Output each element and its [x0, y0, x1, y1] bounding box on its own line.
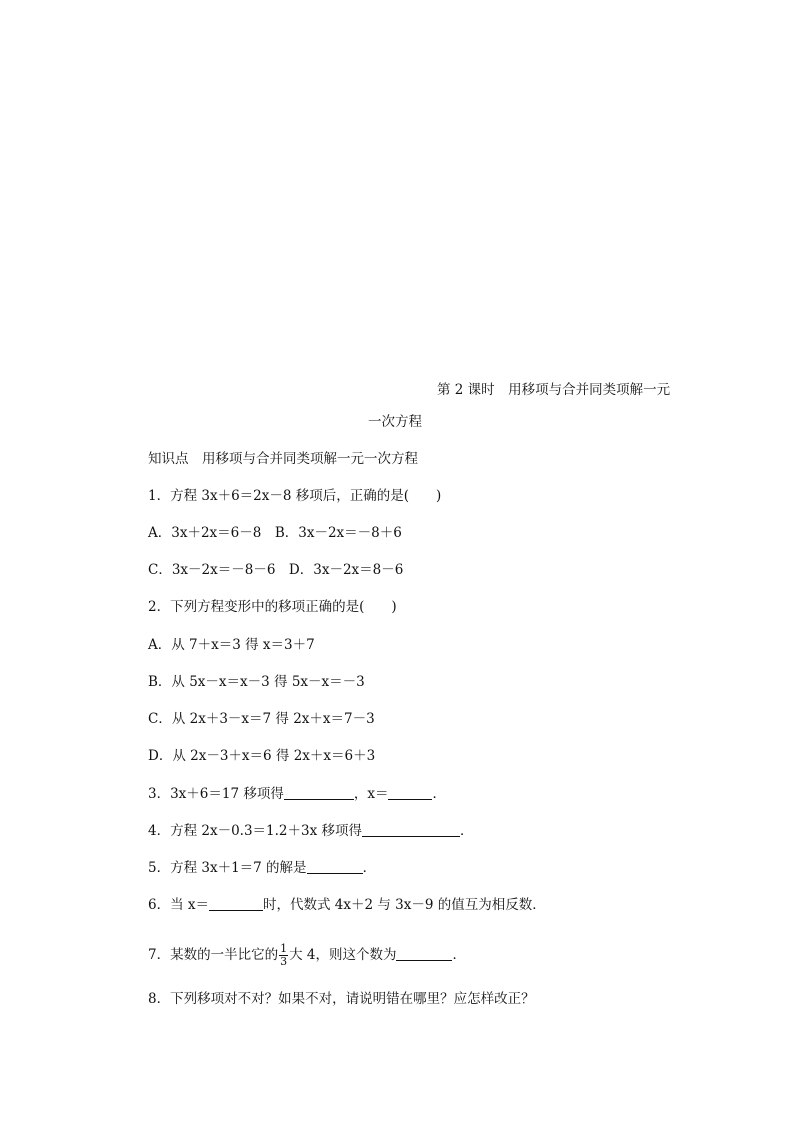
question-1-options-ab: A．3x＋2x＝6－8 B．3x－2x＝－8＋6 [148, 525, 402, 541]
question-1-stem: 1．方程 3x＋6＝2x－8 移项后，正确的是( ) [148, 488, 442, 504]
question-4-text: 4．方程 2x－0.3＝1.2＋3x 移项得 [148, 823, 363, 839]
question-2-option-a: A．从 7＋x＝3 得 x＝3＋7 [148, 637, 315, 653]
question-6-text: 6．当 x＝ [148, 897, 209, 913]
question-6-post: 时，代数式 4x＋2 与 3x－9 的值互为相反数． [263, 897, 546, 913]
question-3-end: ． [432, 786, 446, 802]
question-1-options-cd: C．3x－2x＝－8－6 D．3x－2x＝8－6 [148, 562, 404, 578]
question-8-stem: 8．下列移项对不对？如果不对，请说明错在哪里？应怎样改正？ [148, 991, 535, 1007]
question-3-mid-text: ，x＝ [353, 786, 389, 802]
question-7 [148, 943, 466, 968]
question-6 [148, 896, 546, 914]
question-7-text: 7．某数的一半比它的 [148, 947, 279, 963]
answer-blank[interactable] [307, 859, 363, 874]
question-2-option-c: C．从 2x＋3－x＝7 得 2x＋x＝7－3 [148, 711, 375, 727]
answer-blank[interactable] [388, 785, 432, 800]
answer-blank[interactable] [362, 822, 460, 837]
question-5-end: ． [362, 860, 377, 876]
question-3 [148, 785, 446, 803]
answer-blank[interactable] [209, 896, 263, 911]
question-7-post: 大 4，则这个数为 [289, 947, 397, 963]
lesson-title-line1: 第 2 课时 用移项与合并同类项解一元 [437, 382, 671, 398]
question-3-text: 3．3x＋6＝17 移项得 [148, 786, 284, 802]
lesson-title-line2: 一次方程 [368, 414, 422, 430]
question-2-option-b: B．从 5x－x＝x－3 得 5x－x＝－3 [148, 674, 365, 690]
fraction-denominator: 3 [280, 955, 288, 968]
question-5-text: 5．方程 3x＋1＝7 的解是 [148, 860, 307, 876]
question-2-stem: 2．下列方程变形中的移项正确的是( ) [148, 599, 397, 615]
question-5 [148, 859, 376, 877]
question-4 [148, 822, 474, 840]
knowledge-point-heading: 知识点 用移项与合并同类项解一元一次方程 [148, 451, 418, 467]
fraction-one-third [279, 943, 288, 968]
question-7-end: ． [452, 947, 466, 963]
question-4-end: ． [460, 823, 474, 839]
answer-blank[interactable] [396, 946, 452, 961]
answer-blank[interactable] [284, 785, 354, 800]
fraction-numerator: 1 [280, 942, 288, 955]
question-2-option-d: D．从 2x－3＋x＝6 得 2x＋x＝6＋3 [148, 748, 376, 764]
